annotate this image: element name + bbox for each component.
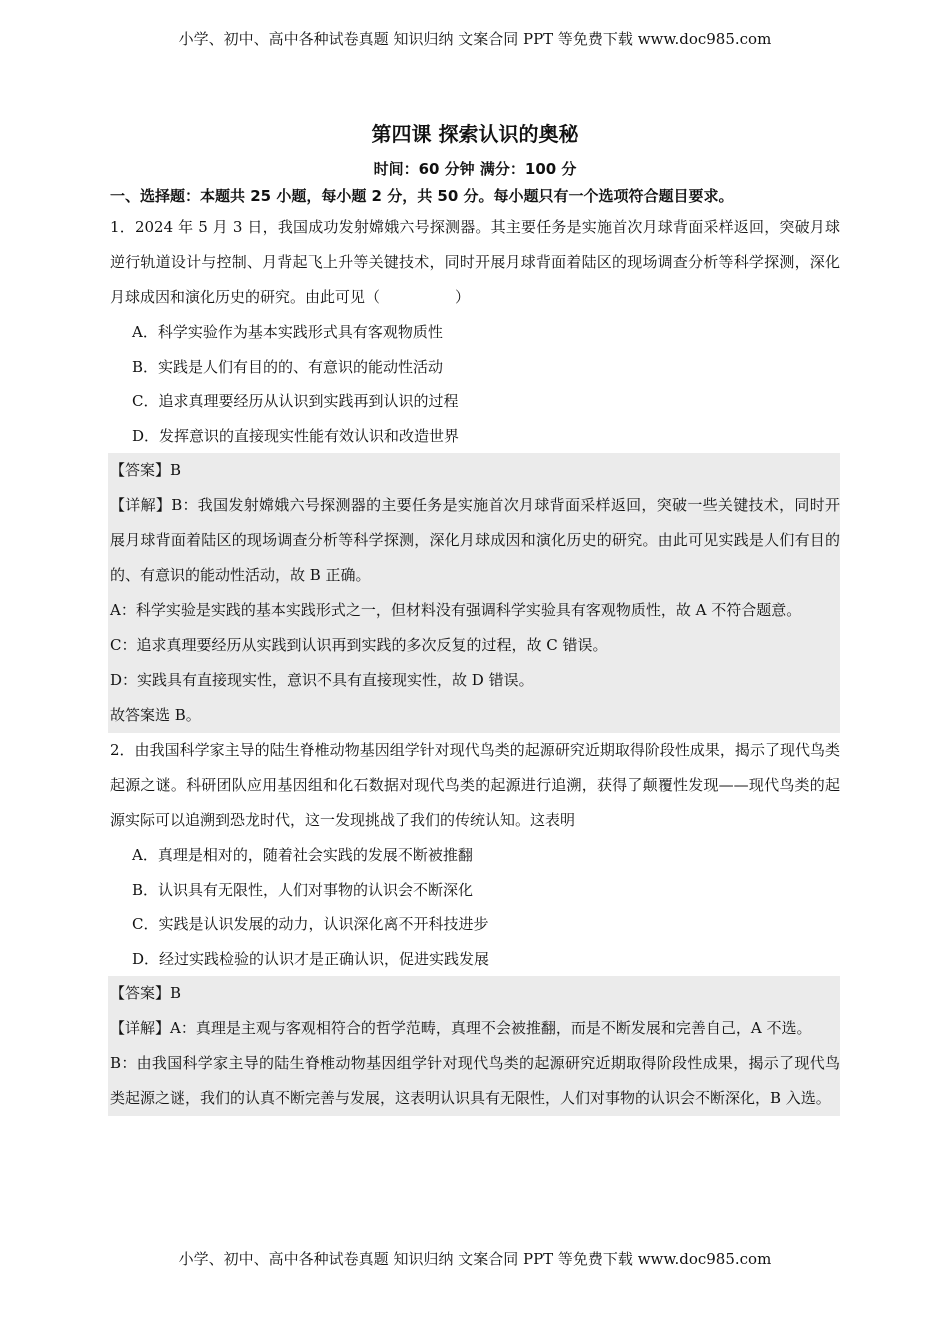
option-b: B．实践是人们有目的的、有意识的能动性活动 (132, 357, 444, 376)
question-stem: 2．由我国科学家主导的陆生脊椎动物基因组学针对现代鸟类的起源研究近期取得阶段性成果，揭示了现代鸟类起源之谜。科研团队应用基因组和化石数据对现代鸟类的起源进行追溯，获得了颠覆性发现——现代鸟类的起源实际可以追溯到恐龙时代，这一发现挑战了我们的传统认知。这表明 (110, 741, 840, 829)
analysis-paragraph: A：科学实验是实践的基本实践形式之一，但材料没有强调科学实验具有客观物质性，故 A 不符合题意。 (110, 601, 802, 619)
option-a: A．科学实验作为基本实践形式具有客观物质性 (132, 323, 443, 341)
analysis-paragraph: 故答案选 B。 (110, 706, 201, 724)
analysis-paragraph: C：追求真理要经历从实践到认识再到实践的多次反复的过程，故 C 错误。 (110, 636, 608, 654)
answer-label: 【答案】B (110, 984, 182, 1002)
answer-label: 【答案】B (110, 461, 182, 479)
analysis-paragraph: 【详解】B：我国发射嫦娥六号探测器的主要任务是实施首次月球背面采样返回，突破一些关键技术，同时开展月球背面着陆区的现场调查分析等科学探测，深化月球成因和演化历史的研究。由此可见实践是人们有目的的、有意识的能动性活动，故 B 正确。 (110, 496, 840, 584)
option-d: D．发挥意识的直接现实性能有效认识和改造世界 (132, 426, 460, 445)
page-header: 小学、初中、高中各种试卷真题 知识归纳 文案合同 PPT 等免费下载 www.doc985.com (178, 30, 772, 48)
option-a: A．真理是相对的，随着社会实践的发展不断被推翻 (132, 846, 473, 864)
option-c: C．追求真理要经历从认识到实践再到认识的过程 (132, 392, 459, 410)
lesson-title: 第四课 探索认识的奥秘 (371, 122, 579, 146)
section-heading: 一、选择题：本题共 25 小题，每小题 2 分，共 50 分。每小题只有一个选项符合题目要求。 (110, 187, 734, 205)
analysis-paragraph: D：实践具有直接现实性，意识不具有直接现实性，故 D 错误。 (110, 671, 534, 689)
question-2 (110, 733, 840, 1116)
analysis-paragraph: 【详解】A：真理是主观与客观相符合的哲学范畴，真理不会被推翻，而是不断发展和完善自己，A 不选。 (110, 1019, 812, 1037)
question-1 (110, 210, 840, 733)
question-stem: 1．2024 年 5 月 3 日，我国成功发射嫦娥六号探测器。其主要任务是实施首次月球背面采样返回，突破月球逆行轨道设计与控制、月背起飞上升等关键技术，同时开展月球背面着陆区的现场调查分析等科学探测，深化月球成因和演化历史的研究。由此可见（ ） (110, 218, 840, 306)
page-footer: 小学、初中、高中各种试卷真题 知识归纳 文案合同 PPT 等免费下载 www.doc985.com (178, 1250, 772, 1268)
exam-meta: 时间：60 分钟 满分：100 分 (373, 160, 577, 178)
option-d: D．经过实践检验的认识才是正确认识，促进实践发展 (132, 949, 490, 968)
answer-block (108, 453, 840, 733)
option-c: C．实践是认识发展的动力，认识深化离不开科技进步 (132, 915, 489, 933)
question-list (110, 210, 840, 1116)
answer-block (108, 976, 840, 1116)
option-b: B．认识具有无限性，人们对事物的认识会不断深化 (132, 880, 474, 899)
analysis-paragraph: B：由我国科学家主导的陆生脊椎动物基因组学针对现代鸟类的起源研究近期取得阶段性成果，揭示了现代鸟类起源之谜，我们的认真不断完善与发展，这表明认识具有无限性，人们对事物的认识会不断深化，B 入选。 (110, 1054, 840, 1107)
